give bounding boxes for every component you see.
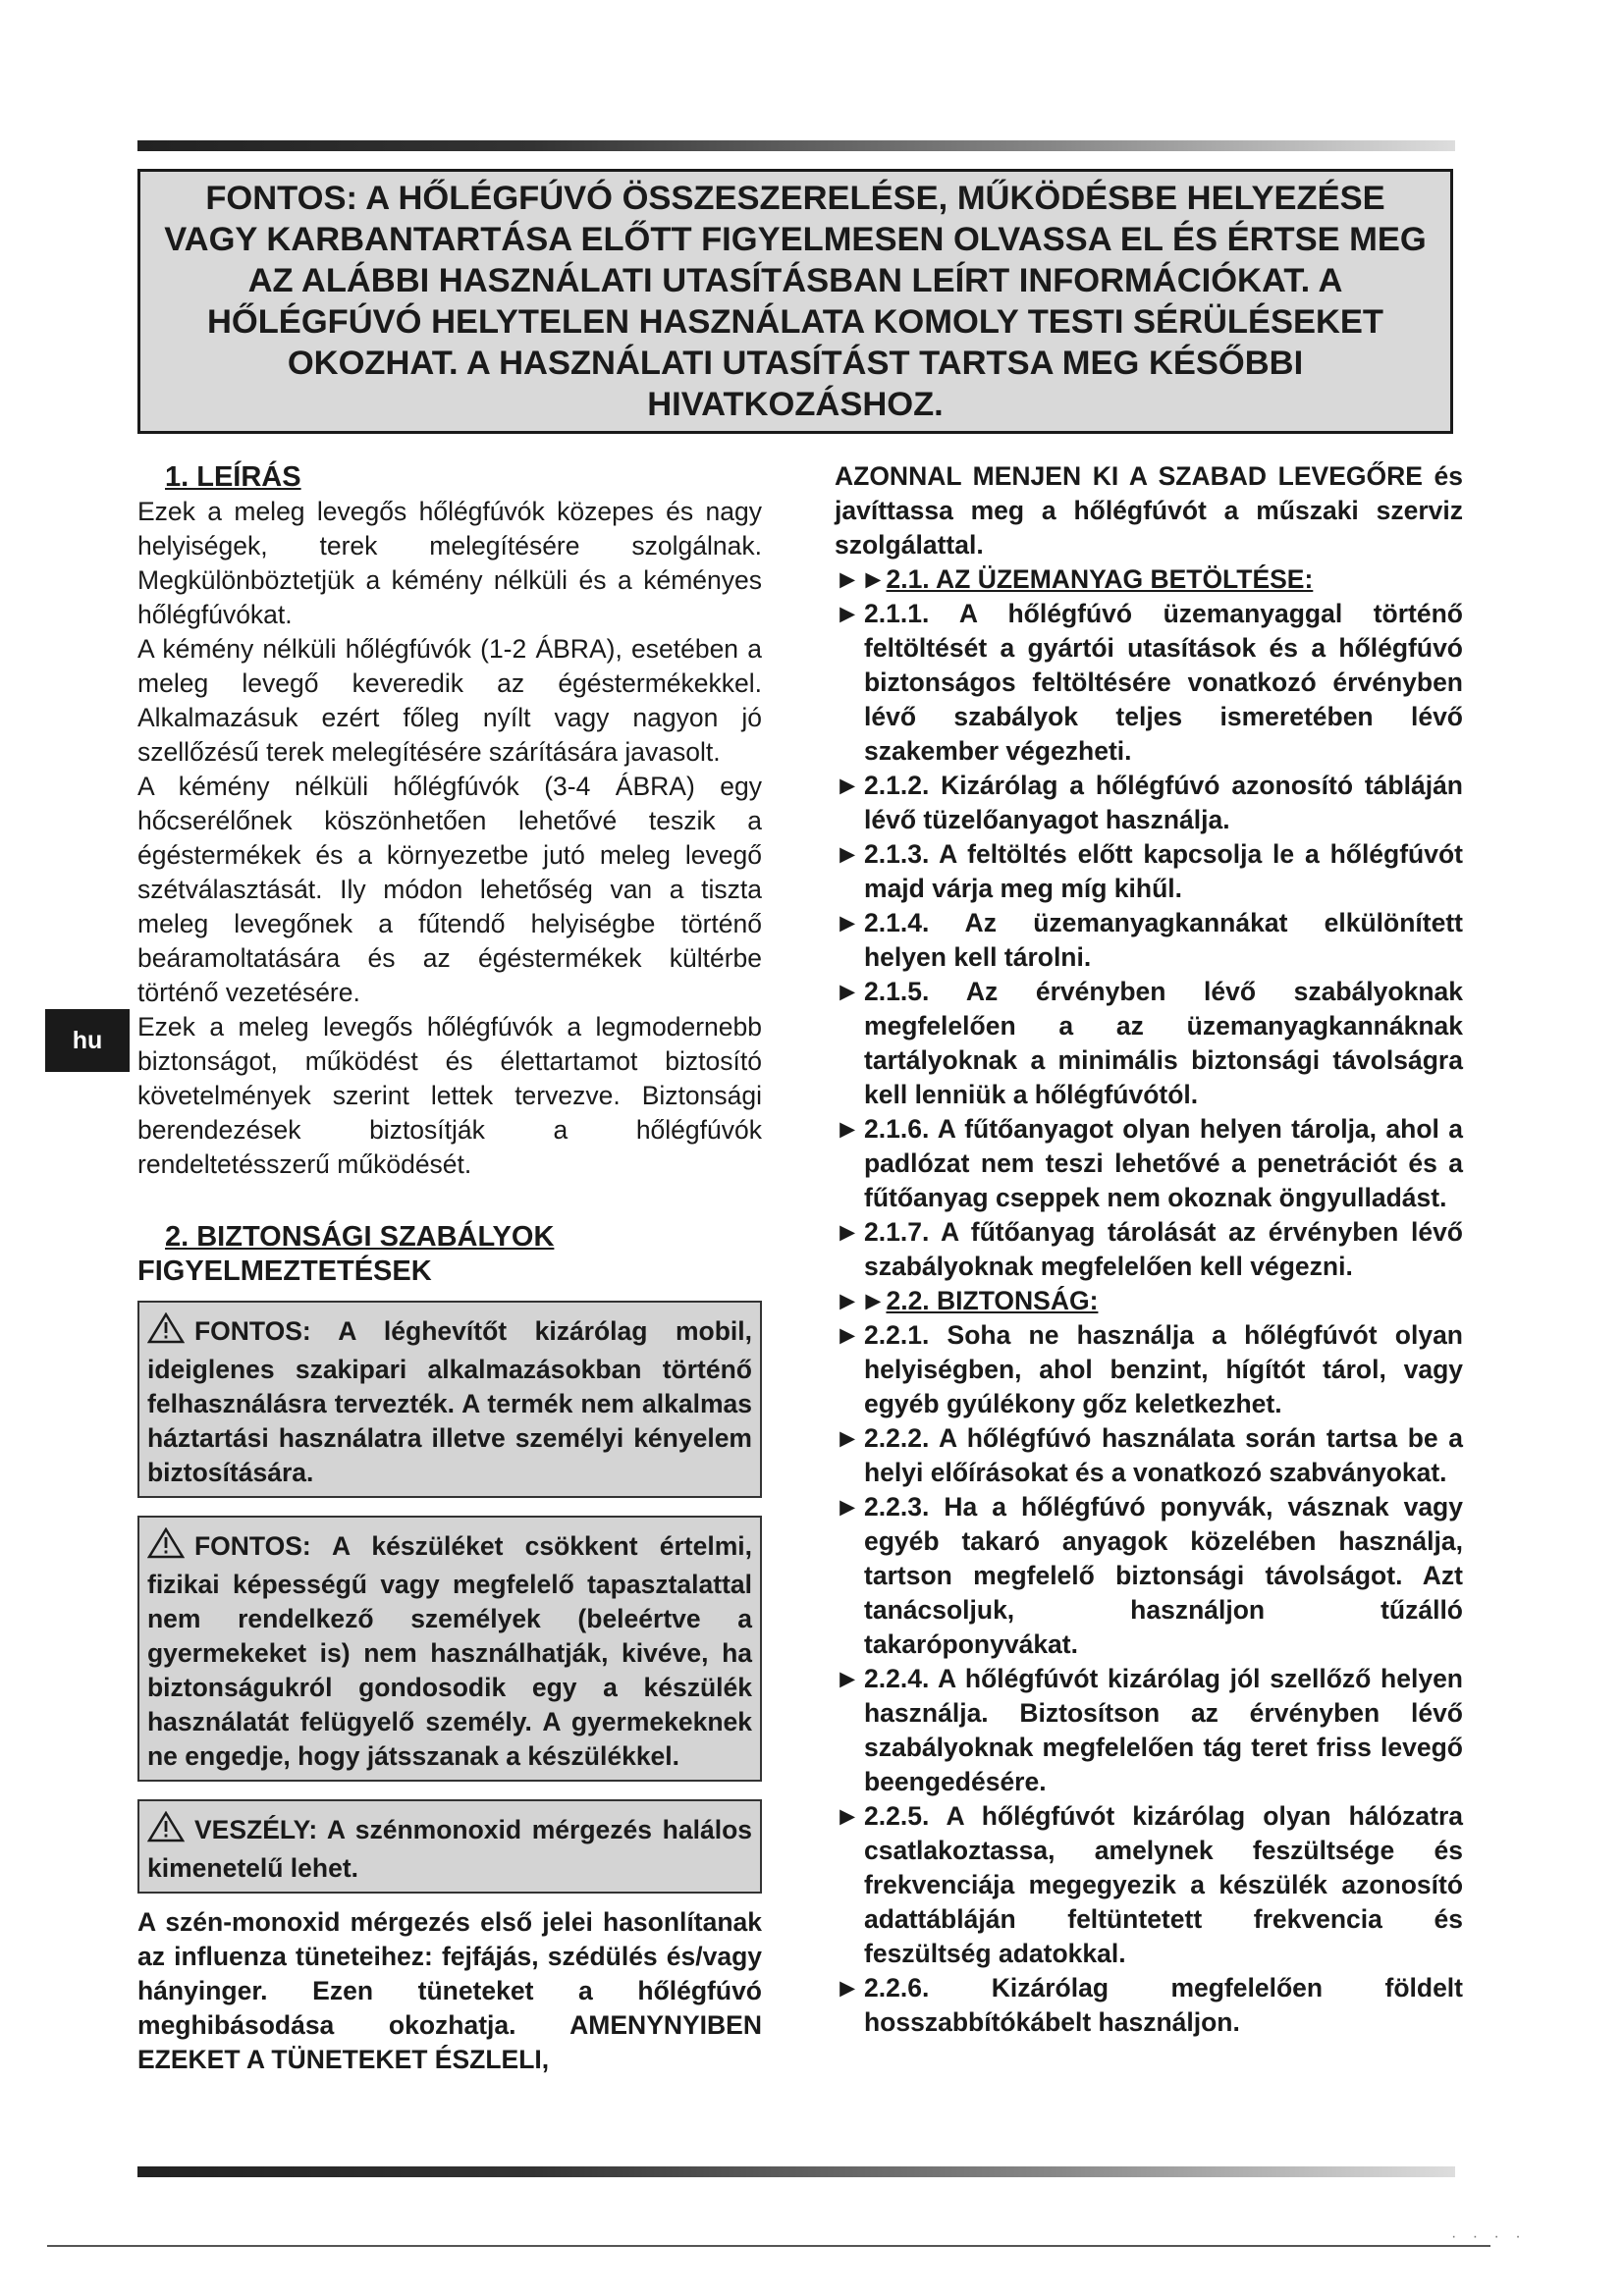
arrow-marker: ► [835,1801,861,1831]
warning-box-professional-use [137,1301,762,1498]
warning-text-professional-use: FONTOS: A léghevítőt kizárólag mobil, ideiglenes szakipari alkalmazásokban történő felhasználásra tervezték. A termék nem alkalmas háztartási használatra illetve személyi kényelem biztosítására. [147,1316,752,1487]
double-arrow-marker: ►► [835,1286,887,1315]
safety-item-2-2-3: ► 2.2.3. Ha a hőlégfúvó ponyvák, vásznak vagy egyéb takaró anyagok közelében használja, tartson megfelelő biztonsági távolságot. Azt tanácsoljuk, használjon tűzálló takaróponyvákat. [835,1492,1463,1659]
safety-item-2-2-5: ► 2.2.5. A hőlégfúvót kizárólag olyan hálózatra csatlakoztassa, amelynek feszültsége és frekvenciája megegyezik a készülék azonosító adattábláján feltüntetett frekvencia és feszültség adatokkal. [835,1801,1463,1968]
safety-title: 2.2. BIZTONSÁG: [886,1286,1099,1315]
right-column [835,459,1463,2040]
top-decorative-bar [137,140,1455,151]
description-paragraph-1: Ezek a meleg levegős hőlégfúvók közepes és nagy helyiségek, terek melegítésére szolgálnak. Megkülönböztetjük a kémény nélküli és a kéményes hőlégfúvókat. [137,497,762,629]
footer-rule [47,2245,1490,2247]
safety-item-2-2-4: ► 2.2.4. A hőlégfúvót kizárólag jól szellőző helyen használja. Biztosítson az érvényben lévő szabályoknak megfelelően tág teret friss levegő beengedésére. [835,1664,1463,1796]
arrow-marker: ► [835,1973,861,2002]
section-1-title: 1. LEÍRÁS [165,461,301,493]
fuel-item-2-1-3: ► 2.1.3. A feltöltés előtt kapcsolja le a hőlégfúvót majd várja meg míg kihűl. [835,839,1463,903]
warning-triangle-icon [147,1811,185,1851]
safety-item-2-2-1: ► 2.2.1. Soha ne használja a hőlégfúvót olyan helyiségben, ahol benzint, hígítót tárol, vagy egyéb gyúlékony gőz keletkezhet. [835,1320,1463,1418]
arrow-marker: ► [835,1492,861,1522]
arrow-marker: ► [835,839,861,869]
fuel-item-2-1-2: ► 2.1.2. Kizárólag a hőlégfúvó azonosító tábláján lévő tüzelőanyagot használja. [835,771,1463,834]
arrow-marker: ► [835,908,861,937]
fuel-item-2-1-7: ► 2.1.7. A fűtőanyag tárolását az érvényben lévő szabályoknak megfelelően kell végezni. [835,1217,1463,1281]
fuel-item-2-1-5: ► 2.1.5. Az érvényben lévő szabályoknak megfelelően a az üzemanyagkannáknak tartályoknak a minimális biztonsági távolságra kell lenniük a hőlégfúvótól. [835,977,1463,1109]
fuel-loading-title: 2.1. AZ ÜZEMANYAG BETÖLTÉSE: [886,564,1314,594]
go-outside-paragraph: AZONNAL MENJEN KI A SZABAD LEVEGŐRE és javíttassa meg a hőlégfúvót a műszaki szerviz szolgálattal. [835,461,1463,560]
left-column [137,459,762,2077]
important-notice-text: FONTOS: A HŐLÉGFÚVÓ ÖSSZESZERELÉSE, MŰKÖDÉSBE HELYEZÉSE VAGY KARBANTARTÁSA ELŐTT FIGYELMESEN OLVASSA EL ÉS ÉRTSE MEG AZ ALÁBBI HASZNÁLATI UTASÍTÁSBAN LEÍRT INFORMÁCIÓKAT. A HŐLÉGFÚVÓ HELYTELEN HASZNÁLATA KOMOLY TESTI SÉRÜLÉSEKET OKOZHAT. A HASZNÁLATI UTASÍTÁST TARTSA MEG KÉSŐBBI HIVATKOZÁSHOZ. [164,180,1427,423]
warning-box-children [137,1516,762,1782]
safety-heading [835,1284,1463,1318]
description-paragraph-2: A kémény nélküli hőlégfúvók (1-2 ÁBRA), esetében a meleg levegő keveredik az égéstermékekkel. Alkalmazásuk ezért főleg nyílt vagy nagyon jó szellőzésű terek melegítésére szárítására javasolt. [137,634,762,767]
double-arrow-marker: ►► [835,564,887,594]
arrow-marker: ► [835,1423,861,1453]
description-paragraph-4: Ezek a meleg levegős hőlégfúvók a legmodernebb biztonságot, működést és élettartamot biztosító követelmények szerint lettek tervezve. Biztonsági berendezések biztosítják a hőlégfúvók rendeltetésszerű működését. [137,1012,762,1179]
description-paragraph-3: A kémény nélküli hőlégfúvók (3-4 ÁBRA) egy hőcserélőnek köszönhetően lehetővé teszik a égéstermékek és a környezetbe jutó meleg levegő szétválasztását. Ily módon lehetőség van a tiszta meleg levegőnek a fűtendő helyiségbe történő beáramoltatására és az égéstermékek kültérbe történő vezetésére. [137,772,762,1007]
important-notice-box [137,169,1453,434]
danger-text-carbon-monoxide: VESZÉLY: A szénmonoxid mérgezés halálos kimenetelű lehet. [147,1815,752,1883]
warning-triangle-icon [147,1527,185,1568]
fuel-loading-heading [835,562,1463,597]
arrow-marker: ► [835,1217,861,1247]
arrow-marker: ► [835,977,861,1006]
fuel-item-2-1-6: ► 2.1.6. A fűtőanyagot olyan helyen tárolja, ahol a padlózat nem teszi lehetővé a penetrációt és a fűtőanyag cseppek nem okoznak öngyulladást. [835,1114,1463,1212]
fuel-item-2-1-1: ► 2.1.1. A hőlégfúvó üzemanyaggal történő feltöltését a gyártói utasítások és a hőlégfúvó biztonságos feltöltésére vonatkozó érvényben lévő szabályok teljes ismeretében lévő szakember végezheti. [835,599,1463,766]
arrow-marker: ► [835,1320,861,1350]
danger-box-carbon-monoxide [137,1799,762,1894]
footer-marks: · · · · [1451,2228,1527,2245]
safety-item-2-2-2: ► 2.2.2. A hőlégfúvó használata során tartsa be a helyi előírásokat és a vonatkozó szabványokat. [835,1423,1463,1487]
section-2-title: 2. BIZTONSÁGI SZABÁLYOK [165,1221,555,1253]
warning-text-children: FONTOS: A készüléket csökkent értelmi, fizikai képességű vagy megfelelő tapasztalattal nem rendelkező személyek (beleértve a gyermekeket is) nem használhatják, kivéve, ha biztonságukról gondosodik egy a készülék használatát felügyelő személy. A gyermekeknek ne engedje, hogy játsszanak a készülékkel. [147,1531,752,1771]
warning-triangle-icon [147,1312,185,1353]
arrow-marker: ► [835,1664,861,1693]
bottom-decorative-bar [137,2166,1455,2177]
fuel-item-2-1-4: ► 2.1.4. Az üzemanyagkannákat elkülönített helyen kell tárolni. [835,908,1463,972]
arrow-marker: ► [835,1114,861,1144]
safety-item-2-2-6: ► 2.2.6. Kizárólag megfelelően földelt hosszabbítókábelt használjon. [835,1973,1463,2037]
carbon-monoxide-symptoms-paragraph: A szén-monoxid mérgezés első jelei hasonlítanak az influenza tüneteihez: fejfájás, szédülés és/vagy hányinger. Ezen tüneteket a hőlégfúvó meghibásodása okozhatja. AMENYNYIBEN EZEKET A TÜNETEKET ÉSZLELI, [137,1907,762,2074]
arrow-marker: ► [835,771,861,800]
warnings-subtitle: FIGYELMEZTETÉSEK [137,1255,432,1287]
language-tab: hu [45,1009,130,1072]
arrow-marker: ► [835,599,861,628]
